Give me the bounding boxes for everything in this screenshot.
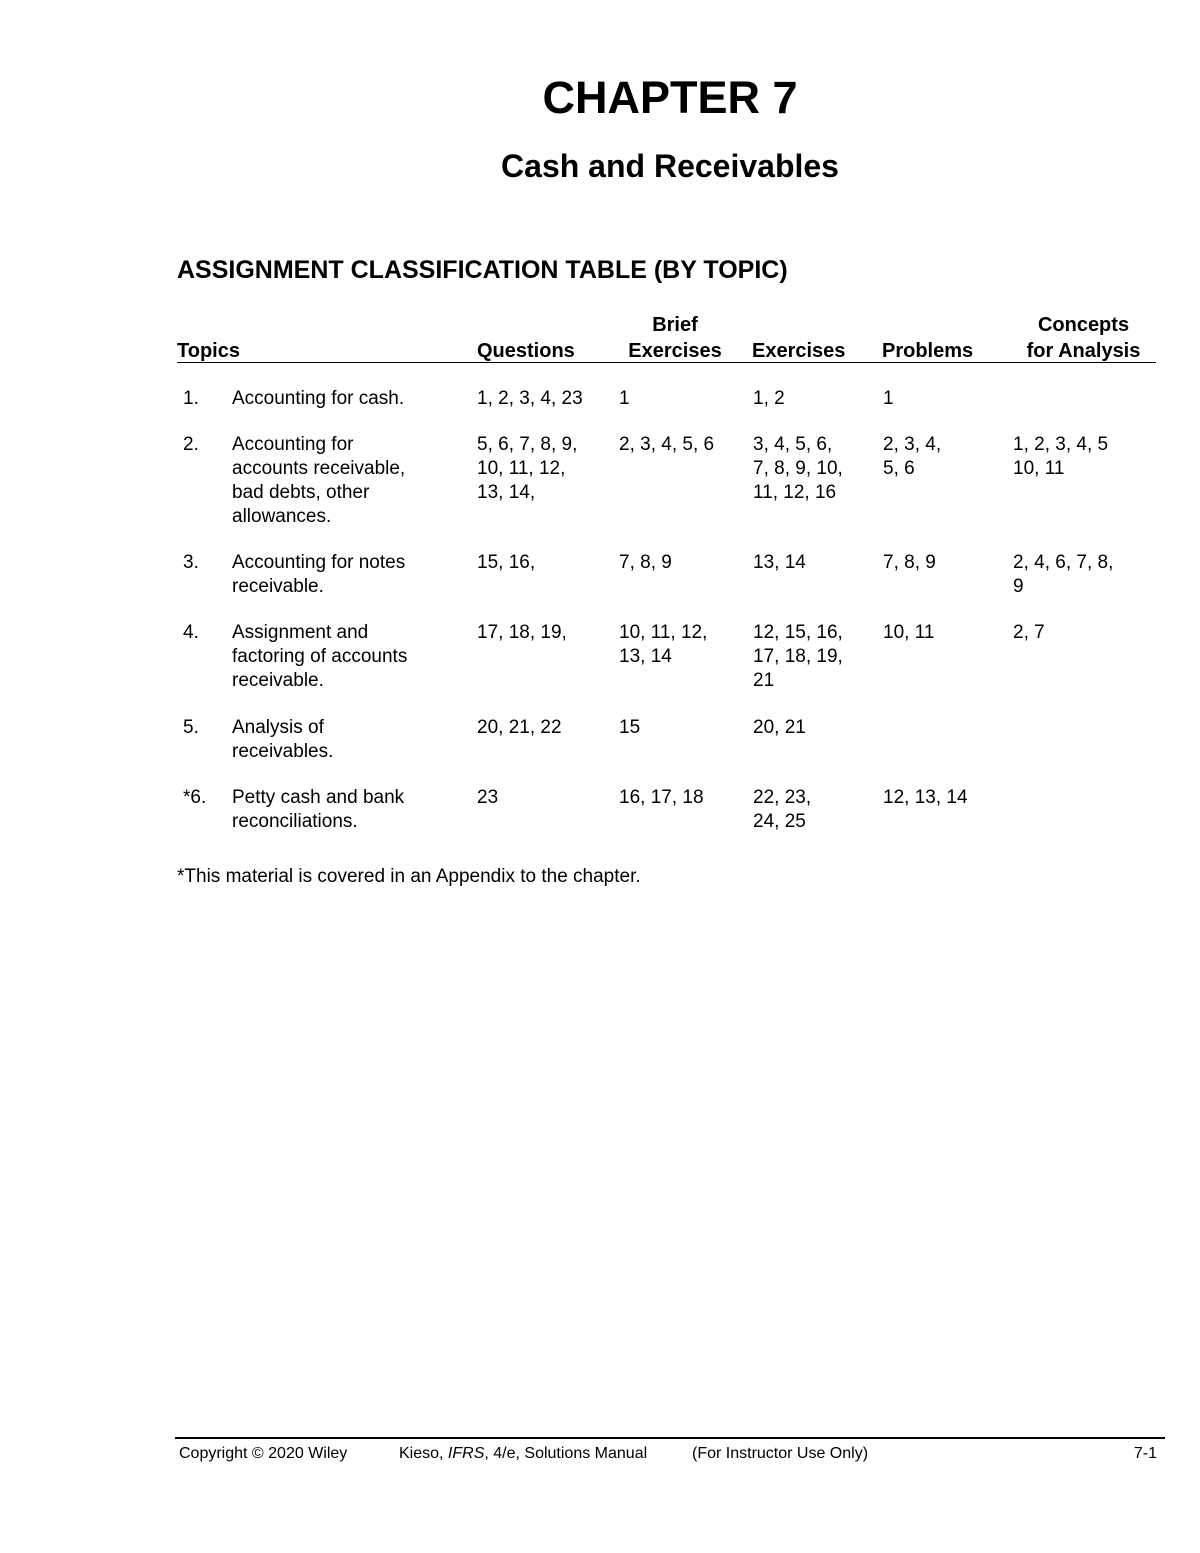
header-exercises-label: Exercises	[752, 340, 846, 362]
row-questions: 20, 21, 22	[477, 717, 562, 738]
footer-book-edition: , 4/e, Solutions Manual	[484, 1445, 648, 1462]
appendix-footnote: *This material is covered in an Appendix to the chapter.	[177, 866, 641, 887]
header-brief-exercises-line2: Exercises	[628, 340, 722, 362]
row-topic: Accounting for accounts receivable, bad debts, other allowances.	[232, 434, 406, 527]
header-concepts-line1: Concepts	[1037, 314, 1130, 336]
row-number: 5.	[183, 717, 199, 738]
header-problems-label: Problems	[882, 340, 974, 362]
row-problems: 1	[883, 388, 894, 409]
row-questions: 23	[477, 787, 499, 808]
row-exercises: 12, 15, 16, 17, 18, 19, 21	[753, 622, 843, 691]
header-topics-label: Topics	[177, 340, 240, 362]
row-exercises: 13, 14	[753, 552, 806, 573]
row-topic: Accounting for cash.	[232, 388, 405, 409]
row-topic: Assignment and factoring of accounts receivable.	[232, 622, 408, 691]
header-exercises	[752, 312, 845, 364]
row-concepts: 2, 4, 6, 7, 8, 9	[1013, 552, 1114, 597]
row-questions: 17, 18, 19,	[477, 622, 567, 643]
row-problems: 10, 11	[883, 622, 935, 643]
header-questions-label: Questions	[477, 340, 575, 362]
row-brief-exercises: 7, 8, 9	[619, 552, 672, 573]
row-questions: 1, 2, 3, 4, 23	[477, 388, 583, 409]
footer-page-number: 7-1	[1133, 1445, 1157, 1462]
row-number: 3.	[183, 552, 199, 573]
footer-book-title: IFRS	[447, 1445, 485, 1462]
row-exercises: 3, 4, 5, 6, 7, 8, 9, 10, 11, 12, 16	[753, 434, 843, 503]
row-questions: 5, 6, 7, 8, 9, 10, 11, 12, 13, 14,	[477, 434, 578, 503]
row-topic: Accounting for notes receivable.	[232, 552, 406, 597]
row-concepts: 2, 7	[1013, 622, 1045, 643]
row-exercises: 20, 21	[753, 717, 806, 738]
row-questions: 15, 16,	[477, 552, 536, 573]
row-brief-exercises: 1	[619, 388, 630, 409]
row-topic: Petty cash and bank reconciliations.	[232, 787, 405, 832]
row-brief-exercises: 15	[619, 717, 641, 738]
row-concepts: 1, 2, 3, 4, 5 10, 11	[1013, 434, 1109, 479]
row-brief-exercises: 10, 11, 12, 13, 14	[619, 622, 708, 667]
header-brief-exercises-line1: Brief	[652, 314, 698, 336]
row-topic: Analysis of receivables.	[232, 717, 334, 762]
row-number: 2.	[183, 434, 199, 455]
page-footer	[175, 1437, 1165, 1462]
footer-book-author: Kieso,	[399, 1445, 448, 1462]
row-problems: 7, 8, 9	[883, 552, 936, 573]
row-number: 4.	[183, 622, 199, 643]
row-number: *6.	[183, 787, 207, 808]
row-problems: 2, 3, 4, 5, 6	[883, 434, 942, 479]
footer-book-info	[399, 1445, 647, 1463]
row-exercises: 1, 2	[753, 388, 785, 409]
row-number: 1.	[183, 388, 199, 409]
header-brief-exercises	[623, 312, 727, 364]
header-concepts-line2: for Analysis	[1026, 340, 1141, 362]
chapter-subtitle: Cash and Receivables	[501, 148, 839, 184]
chapter-title: CHAPTER 7	[542, 72, 798, 123]
header-problems	[882, 312, 973, 364]
row-exercises: 22, 23, 24, 25	[753, 787, 812, 832]
footer-copyright: Copyright © 2020 Wiley	[179, 1445, 348, 1462]
header-topics	[177, 312, 240, 364]
section-heading: ASSIGNMENT CLASSIFICATION TABLE (BY TOPIC)	[177, 256, 788, 284]
row-brief-exercises: 2, 3, 4, 5, 6	[619, 434, 715, 455]
row-brief-exercises: 16, 17, 18	[619, 787, 704, 808]
table-header	[177, 312, 1156, 363]
header-concepts	[1011, 312, 1156, 364]
footer-usage-note: (For Instructor Use Only)	[692, 1445, 869, 1462]
row-problems: 12, 13, 14	[883, 787, 968, 808]
header-questions	[477, 312, 575, 364]
